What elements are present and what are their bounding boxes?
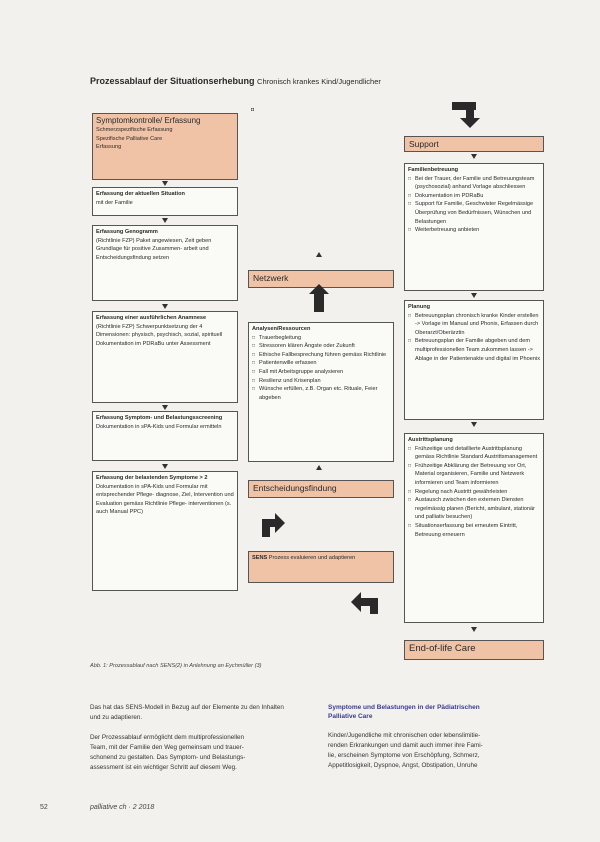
anamnese-text: (Richtlinie FZP) Schwerpunktsetzung der 4 Dimensionen: physisch, psychisch, sozial, spirituell Dokumentation im PDRaBu unter Assessment (96, 323, 223, 347)
analysen-box (248, 322, 394, 462)
planung-box (404, 300, 544, 420)
analysen-item: □ Trauerbegleitung (252, 334, 390, 343)
symptom-title: Symptomkontrolle/ Erfassung (96, 116, 201, 125)
familie-item: □ Support für Familie, Geschwister Regelmässige Überprüfung von Bedürfnissen, Wünschen und Belastungen (408, 200, 540, 226)
analysen-item: □ Patientenwille erfassen (252, 359, 390, 368)
body-left-para-line: Der Prozessablauf ermöglicht dem multiprofessionellen (90, 734, 244, 741)
page-number: 52 (40, 804, 48, 811)
analysen-item: □ Stressoren klären Ängste oder Zukunft (252, 342, 390, 351)
screening-text: Dokumentation in sPA-Kids und Formular ermitteln (96, 423, 222, 430)
symptom-control-box (92, 113, 238, 180)
arrow-up-icon (316, 252, 322, 257)
support-header: Support (404, 136, 544, 152)
familie-box (404, 163, 544, 291)
anamnese-title: Erfassung einer ausführlichen Anamnese (96, 315, 207, 321)
arrow-down-icon (471, 154, 477, 159)
genogramm-title: Erfassung Genogramm (96, 229, 158, 235)
situation-text: mit der Familie (96, 199, 133, 206)
planung-item: □ Betreuungsplan der Familie abgeben und dem multiprofessionellen Team zukommen lassen -> Ablage in der Patientenakte und digital im Phoenix (408, 337, 540, 363)
familie-item: □ Weiterbetreuung anbieten (408, 226, 540, 235)
arrow-down-icon (162, 218, 168, 223)
familie-item: □ Dokumentation im PDRaBu (408, 192, 540, 201)
body-right-para-line: Appetitlosigkeit, Dyspnoe, Angst, Obstipation, Unruhe (328, 762, 478, 769)
bent-arrow-shaft (360, 598, 378, 606)
up-arrow-icon (309, 284, 329, 294)
sens-title: SENS (252, 555, 268, 561)
up-arrow-shaft (314, 292, 324, 312)
right-arrow-icon (275, 513, 285, 533)
analysen-item: □ Ethische Fallbesprechung führen gemäss Richtlinie (252, 351, 390, 360)
arrow-down-icon (162, 405, 168, 410)
body-right-para-line: renden Erkrankungen und damit auch immer ihre Fami- (328, 742, 483, 749)
entscheidung-header: Entscheidungsfindung (248, 480, 394, 498)
figure-title (90, 76, 381, 86)
left-arrow-icon (351, 592, 361, 612)
analysen-item: □ Wünsche erfüllen, z.B. Organ etc. Rituale, Feier abgeben (252, 385, 390, 402)
sens-box (248, 551, 394, 583)
arrow-down-icon (162, 464, 168, 469)
austritt-item: □ Frühzeitige und detaillierte Austrittsplanung gemäss Richtlinie Standard Austrittsmanagement (408, 445, 540, 462)
journal-name: palliative ch · 2 2018 (90, 804, 155, 811)
situation-box (92, 187, 238, 216)
arrow-down-icon (162, 181, 168, 186)
austritt-title: Austrittsplanung (408, 437, 453, 443)
symptom-line-1: Schmerzspezifische Erfassung (96, 127, 173, 133)
body-right-para-line: lie, erscheinen Symptome von Erschöpfung, Schmerz, (328, 752, 480, 759)
symptom-line-3: Erfassung (96, 144, 122, 151)
familie-item: □ Bei der Trauer, der Familie und Betreuungsteam (psychosozial) anhand Vorlage abschliessen (408, 175, 540, 192)
arrow-down-icon (471, 293, 477, 298)
figure-caption: Abb. 1: Prozessablauf nach SENS(2) in Anlehnung an Eychmüller (3) (90, 663, 262, 669)
belastung-text: Dokumentation in sPA-Kids und Formular mit entsprechender Pflege- diagnose, Ziel, Intervention und Evaluation gemäss Richtlinie Pflege- interventionen (s. auch Manual PPC) (96, 483, 234, 516)
bent-arrow-shaft (466, 102, 474, 118)
belastung-box (92, 471, 238, 591)
screening-box (92, 411, 238, 461)
analysen-title: Analysen/Ressourcen (252, 326, 311, 332)
body-right-column (328, 703, 560, 771)
austritt-item: □ Situationserfassung bei erneutem Eintritt, Betreuung erneuern (408, 522, 540, 539)
austritt-item: □ Regelung nach Austritt gewährleisten (408, 488, 540, 497)
body-right-para-line: Kinder/Jugendliche mit chronischen oder lebenslimitie- (328, 732, 481, 739)
arrow-down-icon (471, 422, 477, 427)
genogramm-text: (Richtlinie FZP) Paket angewiesen, Zeit geben Grundlage für positive Zusammen- arbeit und Entscheidungsfindung setzen (96, 237, 212, 261)
body-left-para-line: schonend zu gestalten. Das Symptom- und Belastungs- (90, 754, 246, 761)
arrow-down-icon (162, 304, 168, 309)
body-left-line: und zu adaptieren. (90, 714, 143, 721)
title-sub: Chronisch krankes Kind/Jugendlicher (257, 77, 381, 86)
belastung-title: Erfassung der belastenden Symptome > 2 (96, 475, 208, 481)
genogramm-box (92, 225, 238, 301)
situation-title: Erfassung der aktuellen Situation (96, 191, 185, 197)
analysen-item: □ Resilienz und Krisenplan (252, 377, 390, 386)
symptom-line-2: Spezifische Palliative Care (96, 135, 163, 142)
body-left-line: Das hat das SENS-Modell in Bezug auf der Elemente zu den Inhalten (90, 704, 284, 711)
planung-title: Planung (408, 304, 431, 310)
body-left-para-line: Team, mit der Familie den Weg gemeinsam und trauer- (90, 744, 244, 751)
body-left-column (90, 703, 320, 773)
austritt-item: □ Frühzeitige Abklärung der Betreuung vor Ort, Material organisieren, Familie und Netzwerk informieren und Team informieren (408, 462, 540, 488)
section-heading: Palliative Care (328, 713, 373, 720)
planung-item: □ Betreuungsplan chronisch kranke Kinder erstellen -> Vorlage im Manual und Phonix, Erfassen durch Oberarzt/Oberärztin (408, 312, 540, 338)
austritt-item: □ Austausch zwischen den externen Diensten regelmässig planen (Bericht, ambulant, stationär und palliativ besuchen) (408, 496, 540, 522)
section-heading: Symptome und Belastungen in der Pädiatrischen (328, 704, 480, 711)
endoflife-header: End-of-life Care (404, 640, 544, 660)
screening-title: Erfassung Symptom- und Belastungsscreening (96, 415, 223, 421)
netzwerk-header: Netzwerk (248, 270, 394, 288)
familie-title: Familienbetreuung (408, 167, 459, 173)
arrow-down-icon (471, 627, 477, 632)
body-left-para-line: assessment ist ein wichtiger Schritt auf diesem Weg. (90, 764, 237, 771)
austritt-box (404, 433, 544, 623)
anamnese-box (92, 311, 238, 403)
analysen-item: □ Fall mit Arbeitsgruppe analysieren (252, 368, 390, 377)
interdisciplinary-box (248, 104, 394, 248)
arrow-up-icon (316, 465, 322, 470)
down-arrow-icon (460, 118, 480, 128)
sens-text: Prozess evaluieren und adaptieren (268, 555, 356, 561)
title-main: Prozessablauf der Situationserhebung (90, 76, 255, 86)
bent-arrow-shaft (262, 519, 276, 527)
